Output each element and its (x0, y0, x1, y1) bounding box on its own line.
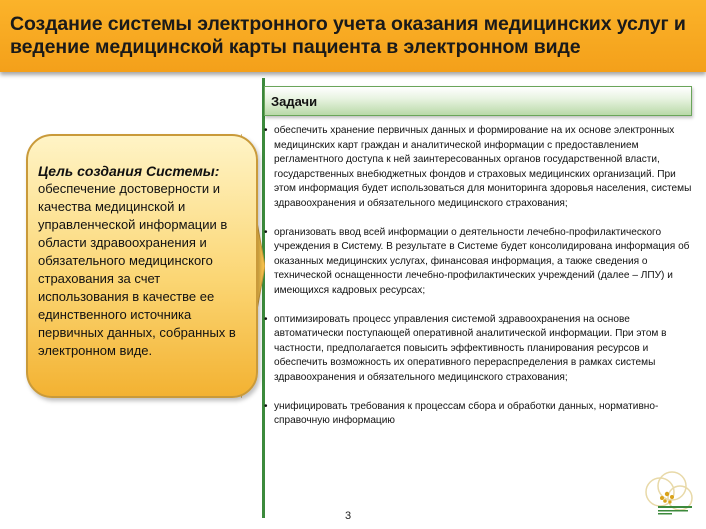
goal-text: обеспечение достоверности и качества медицинской и управленческой информации в области здравоохранения и обязательного медицинского страхования за счет использования в качестве ее единственного источника первичных данных, собранных в электронном виде. (38, 181, 236, 358)
task-item: • оптимизировать процесс управления системой здравоохранения на основе автоматически поступающей оперативной аналитической информации. При этом в частности, предполагается повысить эффективность планирования ресурсов и обеспечить возможность их оперативного перераспределения в рамках системы здравоохранения и обязательного медицинского страхования; (264, 313, 694, 386)
task-item: • организовать ввод всей информации о деятельности лечебно-профилактического учреждения в Систему. В результате в Системе будет консолидирована информация об оказанных медицинских услугах, финансовая информация, а также сведения о технической оснащенности лечебно-профилактических учреждений (далее – ЛПУ) и имеющихся кадровых ресурсах; (264, 226, 694, 299)
page-number: 3 (345, 510, 352, 522)
task-item: • обеспечить хранение первичных данных и формирование на их основе электронных медицинских карт граждан и аналитической информации с предоставлением регламентного доступа к ней заинтересованных органов государственной власти, государственных внебюджетных фондов и страховых медицинских организаций. При этом информация будет использоваться для мониторинга здоровья населения, системы здравоохранения и обязательного медицинского страхования; (264, 124, 694, 212)
organization-logo-icon (640, 468, 698, 518)
task-list (264, 124, 694, 429)
slide-title: Создание системы электронного учета оказания медицинских услуг и ведение медицинской карты пациента в электронном виде (10, 13, 686, 58)
goal-box (26, 134, 258, 398)
goal-heading: Цель создания Системы: (38, 163, 220, 179)
task-item: • унифицировать требования к процессам сбора и обработки данных, нормативно-справочную информацию (264, 400, 694, 429)
tasks-heading: Задачи (271, 94, 318, 109)
title-bar (0, 0, 706, 72)
tasks-header (264, 86, 692, 116)
